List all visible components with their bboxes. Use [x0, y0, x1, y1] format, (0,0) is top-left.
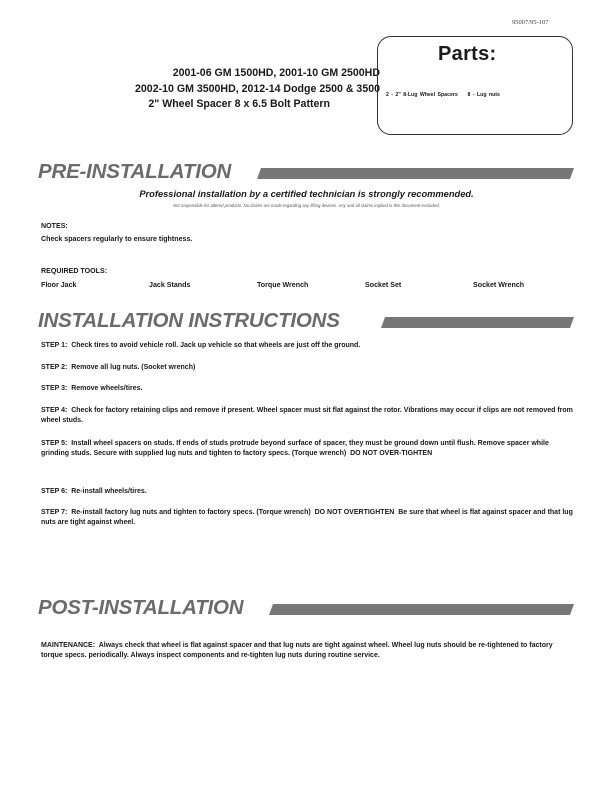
step-label: STEP 1:: [41, 342, 68, 349]
step-text: Check tires to avoid vehicle roll. Jack up vehicle so that wheels are just off the ground.: [71, 342, 361, 349]
step-1: [41, 341, 576, 351]
installation-heading: INSTALLATION INSTRUCTIONS: [38, 309, 340, 332]
step-label: STEP 5:: [41, 440, 68, 447]
step-text: Re-install wheels/tires.: [71, 488, 147, 495]
maintenance: [41, 641, 576, 662]
step-2: [41, 363, 576, 373]
disclaimer: Not responsible for altered products. No claims are made regarding any lifting devices. Any and all claims implied in this document excluded.: [173, 203, 440, 208]
notes-text: Check spacers regularly to ensure tightness.: [41, 235, 193, 243]
required-tools-label: REQUIRED TOOLS:: [41, 267, 108, 275]
step-3: [41, 384, 576, 394]
step-4: [41, 406, 576, 427]
title-line-1: 2001-06 GM 1500HD, 2001-10 GM 2500HD: [172, 67, 380, 79]
step-label: STEP 4:: [41, 407, 68, 414]
parts-list: 2 - 2" 8-Lug Wheel Spacers 8 - Lug nuts: [386, 92, 500, 98]
section-rule: [381, 317, 574, 328]
step-text: Re-install factory lug nuts and tighten to factory specs. (Torque wrench): [71, 509, 311, 516]
professional-install-note: Professional installation by a certified technician is strongly recommended.: [139, 189, 474, 199]
tool-item: Torque Wrench: [257, 281, 309, 289]
parts-box: [377, 36, 573, 135]
section-rule: [257, 168, 574, 179]
notes-label: NOTES:: [41, 222, 68, 230]
document-number: 95007/95-107: [512, 19, 549, 26]
tool-item: Socket Set: [365, 281, 402, 289]
tool-item: Floor Jack: [41, 281, 77, 289]
product-title: [40, 66, 380, 113]
step-text: Check for factory retaining clips and remove if present. Wheel spacer must sit flat against the rotor. Vibrations may occur if clips are not removed from wheel studs.: [41, 407, 573, 425]
step-text: Remove all lug nuts. (Socket wrench): [71, 364, 196, 371]
tool-item: Jack Stands: [149, 281, 191, 289]
tool-item: Socket Wrench: [473, 281, 525, 289]
step-7: [41, 508, 576, 529]
step-warning: DO NOT OVER-TIGHTEN: [350, 450, 433, 458]
title-line-3: 2" Wheel Spacer 8 x 6.5 Bolt Pattern: [148, 98, 330, 110]
step-warning: DO NOT OVERTIGHTEN: [314, 509, 395, 516]
title-line-2: 2002-10 GM 3500HD, 2012-14 Dodge 2500 & 3500: [135, 82, 380, 95]
step-6: [41, 487, 576, 497]
step-label: STEP 7:: [41, 509, 68, 516]
step-label: STEP 6:: [41, 488, 68, 495]
pre-installation-heading: PRE-INSTALLATION: [38, 160, 232, 183]
step-text-after: Be sure that wheel is flat against spacer and that lug nuts are tight against wheel.: [41, 509, 573, 527]
parts-heading: Parts:: [438, 43, 497, 65]
step-text: Remove wheels/tires.: [71, 385, 143, 392]
step-text: Install wheel spacers on studs. If ends of studs protrude beyond surface of spacer, they must be ground down until flush. Remove spacer while grinding studs. Secure with supplied lug nuts and tighten to factory specs. (Torque wrench): [41, 440, 549, 458]
maintenance-label: MAINTENANCE:: [41, 642, 96, 649]
post-installation-heading: POST-INSTALLATION: [38, 596, 244, 619]
section-rule: [269, 604, 574, 615]
maintenance-text: Always check that wheel is flat against spacer and that lug nuts are tight against wheel. Wheel lug nuts should be re-tightened to factory torque specs. periodically. Always inspect components and re-tighten lug nuts during routine service.: [41, 642, 553, 660]
step-label: STEP 3:: [41, 385, 68, 392]
step-label: STEP 2:: [41, 364, 68, 371]
step-5: [41, 439, 576, 460]
